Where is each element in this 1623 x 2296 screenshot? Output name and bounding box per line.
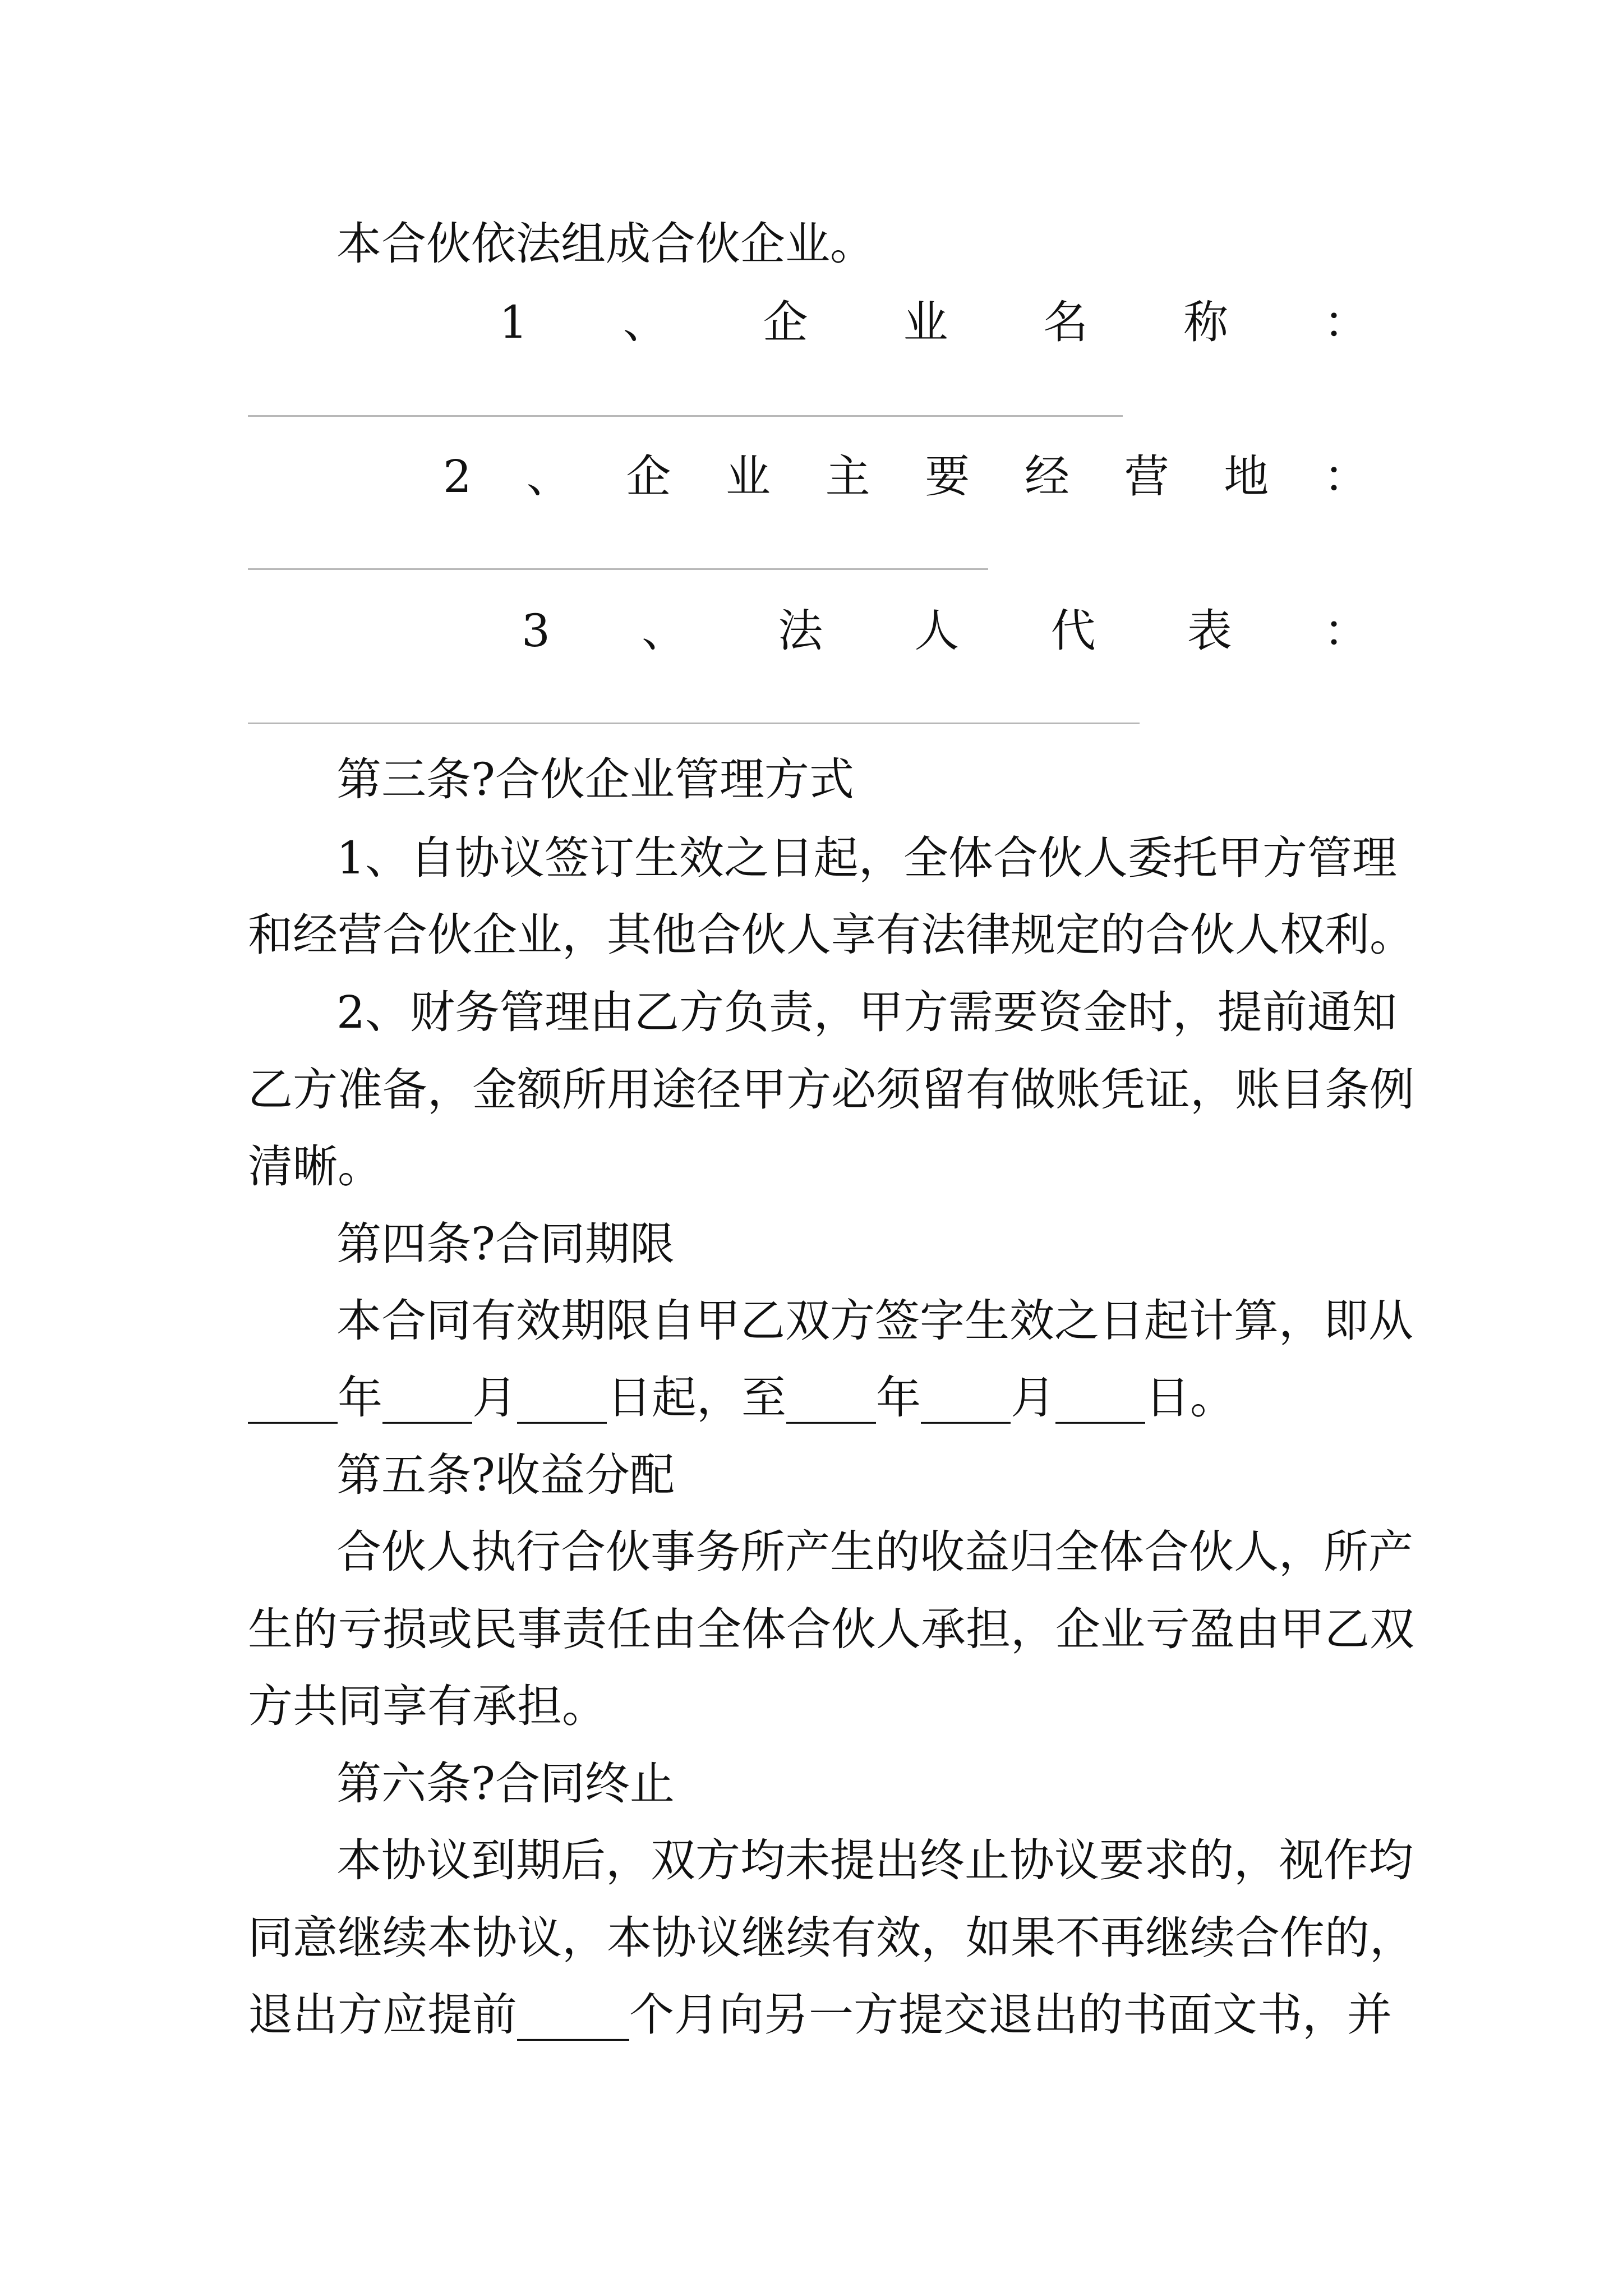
business-place-blank-line: [248, 568, 988, 570]
article4-line1: 本合同有效期限自甲乙双方签字生效之日起计算，即从: [336, 1295, 1413, 1347]
field2-char: 企: [626, 450, 671, 503]
article3-title: 第三条?合伙企业管理方式: [336, 753, 854, 806]
field1-char: 企: [763, 296, 808, 348]
field2-char: 2: [443, 450, 472, 503]
field2-char: ：: [1323, 450, 1368, 503]
intro-line: 本合伙依法组成合伙企业。: [336, 218, 875, 270]
field1-char: ：: [1323, 296, 1368, 348]
article6-line3: 退出方应提前_____个月向另一方提交退出的书面文书，并: [248, 1989, 1392, 2041]
field1-char: 1: [499, 296, 528, 348]
article6-title: 第六条?合同终止: [336, 1757, 675, 1810]
article3-p1-line1: 1、自协议签订生效之日起，全体合伙人委托甲方管理: [336, 832, 1397, 884]
article3-p1-line2: 和经营合伙企业，其他合伙人享有法律规定的合伙人权利。: [248, 909, 1414, 961]
field1-char: 称: [1183, 296, 1229, 348]
article4-title: 第四条?合同期限: [336, 1218, 675, 1270]
field2-char: 、: [526, 450, 571, 503]
article5-line2: 生的亏损或民事责任由全体合伙人承担，企业亏盈由甲乙双: [248, 1603, 1414, 1655]
article3-p2-line1: 2、财务管理由乙方负责，甲方需要资金时，提前通知: [336, 986, 1397, 1038]
article3-p2-line3: 清晰。: [248, 1140, 382, 1193]
article3-p2-line2: 乙方准备，金额所用途径甲方必须留有做账凭证，账目条例: [248, 1064, 1414, 1116]
field3-char: 、: [642, 605, 687, 657]
article5-line1: 合伙人执行合伙事务所产生的收益归全体合伙人，所产: [336, 1526, 1413, 1578]
field-main-business-place: [443, 449, 1368, 505]
field1-char: 业: [903, 296, 948, 348]
field3-char: 表: [1187, 605, 1232, 657]
article6-line1: 本协议到期后，双方均未提出终止协议要求的，视作均: [336, 1834, 1413, 1887]
article4-line2: ____年____月____日起，至____年____月____日。: [248, 1372, 1235, 1424]
field1-char: 名: [1043, 296, 1089, 348]
field-company-name: [499, 295, 1368, 351]
field2-char: 经: [1024, 450, 1069, 503]
field2-char: 业: [725, 450, 771, 503]
field2-char: 主: [825, 450, 870, 503]
field3-char: ：: [1323, 605, 1368, 657]
article6-line2: 同意继续本协议，本协议继续有效，如果不再继续合作的，: [248, 1912, 1414, 1964]
company-name-blank-line: [248, 415, 1123, 417]
article5-title: 第五条?收益分配: [336, 1449, 675, 1501]
legal-rep-blank-line: [248, 723, 1140, 724]
field2-char: 营: [1124, 450, 1169, 503]
field-legal-representative: [522, 603, 1368, 659]
field3-char: 3: [522, 605, 550, 657]
field3-char: 代: [1050, 605, 1096, 657]
field2-char: 地: [1224, 450, 1269, 503]
field1-char: 、: [623, 296, 668, 348]
field3-char: 法: [778, 605, 823, 657]
field3-char: 人: [914, 605, 960, 657]
field2-char: 要: [925, 450, 970, 503]
article5-line3: 方共同享有承担。: [248, 1680, 607, 1732]
